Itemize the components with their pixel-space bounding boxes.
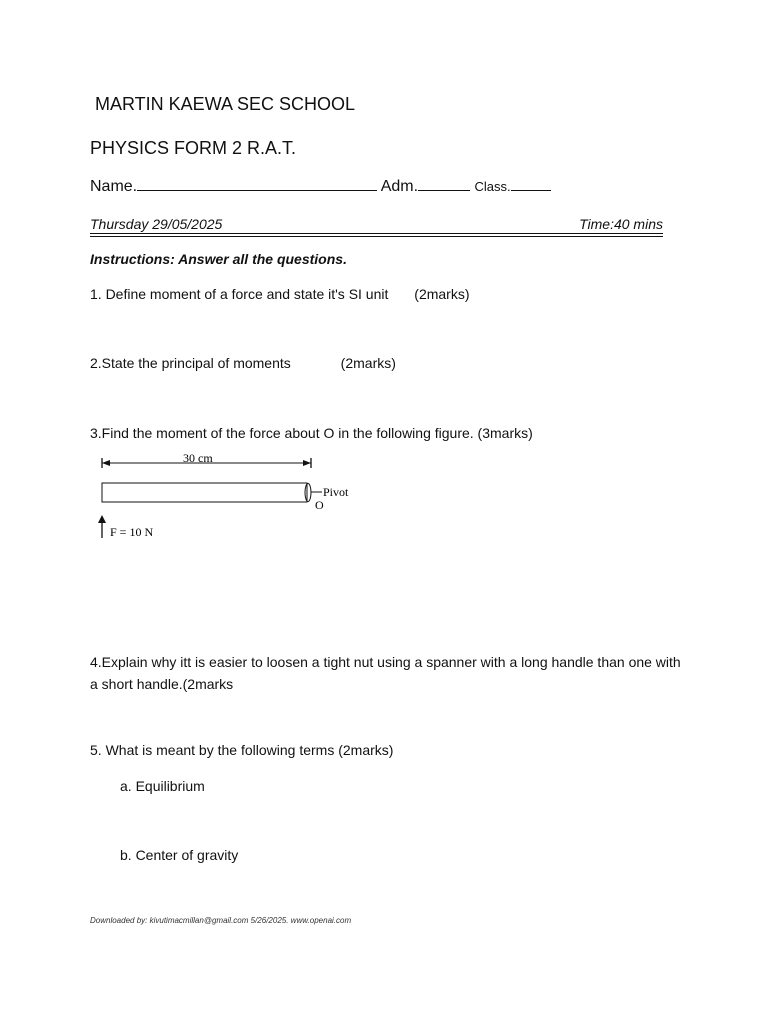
class-blank[interactable]: [511, 176, 551, 191]
question-5a-text: a. Equilibrium: [120, 778, 205, 794]
lever-figure: [90, 446, 390, 546]
question-3-text: 3.Find the moment of the force about O in the following figure. (3marks): [90, 425, 533, 441]
question-1-marks: (2marks): [414, 286, 470, 302]
force-label: F = 10 N: [110, 525, 154, 539]
class-label: Class.: [474, 179, 511, 194]
download-footer: Downloaded by: kivutimacmillan@gmail.com 5/26/2025. www.openai.com: [90, 916, 352, 925]
school-name: MARTIN KAEWA SEC SCHOOL: [95, 94, 356, 114]
exam-date: Thursday 29/05/2025: [90, 216, 223, 232]
question-5b-text: b. Center of gravity: [120, 847, 239, 863]
force-arrow-head: [98, 515, 106, 523]
question-5-text: 5. What is meant by the following terms (2marks): [90, 742, 394, 758]
question-4-text: 4.Explain why itt is easier to loosen a tight nut using a spanner with a long handle than one with a short handle.(2marks: [90, 654, 681, 692]
student-fields-row: [90, 176, 551, 196]
adm-label: Adm.: [380, 178, 419, 195]
length-label: 30 cm: [183, 451, 213, 465]
rod-end: [305, 484, 311, 502]
pivot-label: Pivot: [323, 485, 349, 499]
question-2-text: 2.State the principal of moments: [90, 355, 291, 371]
adm-blank[interactable]: [418, 176, 470, 191]
exam-time: Time:40 mins: [579, 216, 663, 232]
question-1: [90, 286, 470, 302]
question-2-marks: (2marks): [340, 355, 396, 371]
question-2: [90, 355, 396, 371]
name-blank[interactable]: [137, 176, 377, 191]
question-1-text: 1. Define moment of a force and state it's SI unit: [90, 286, 389, 302]
instructions: Instructions: Answer all the questions.: [90, 251, 347, 267]
exam-info-row: [90, 216, 663, 234]
name-label: Name.: [90, 178, 138, 195]
exam-title: PHYSICS FORM 2 R.A.T.: [90, 138, 297, 158]
pivot-point-label: O: [315, 498, 324, 512]
rod: [102, 483, 307, 502]
